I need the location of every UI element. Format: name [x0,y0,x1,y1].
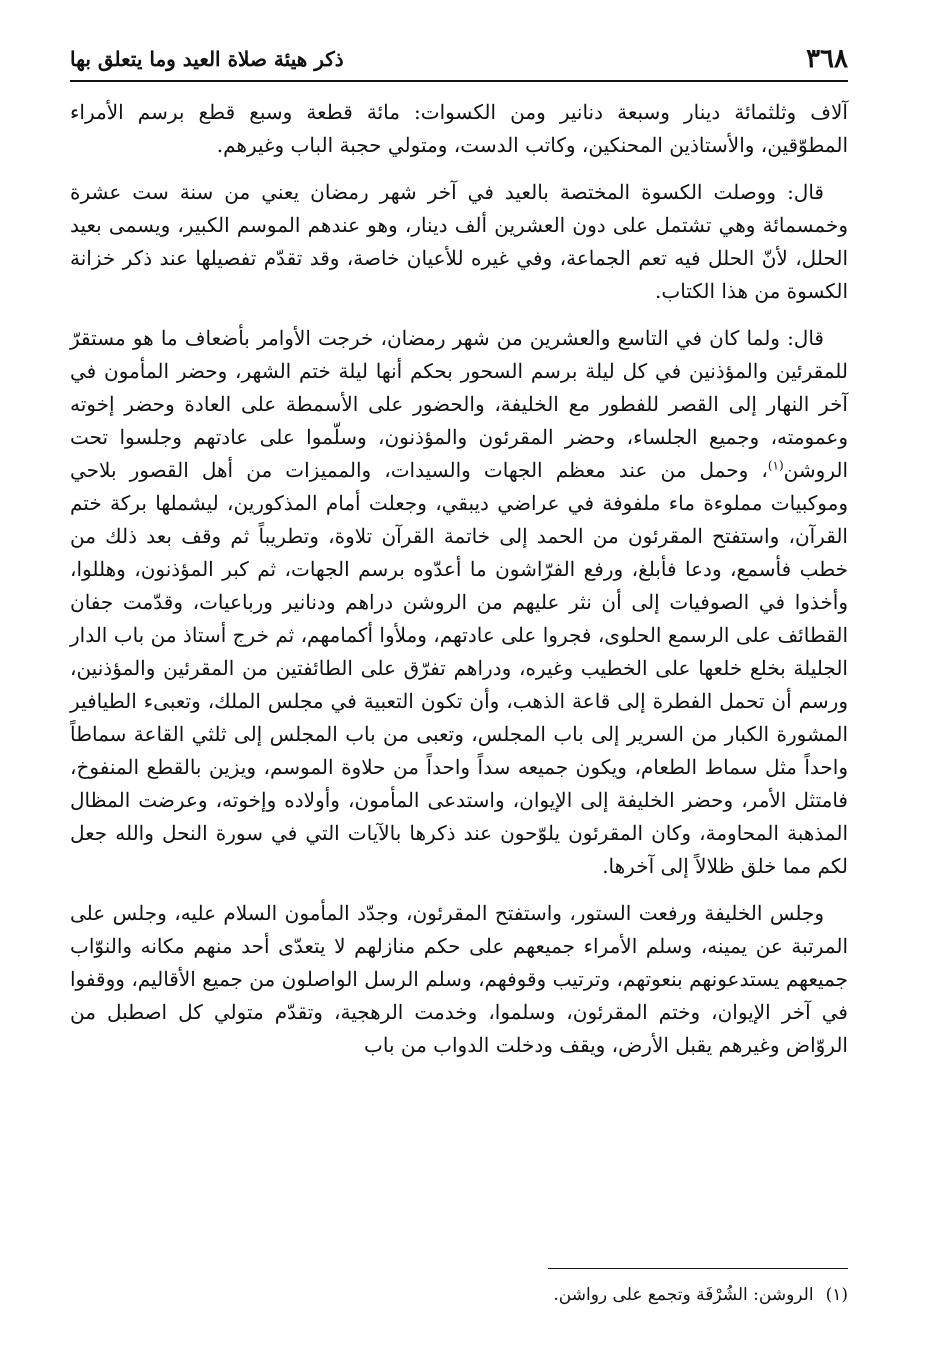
paragraph-part: قال: ولما كان في التاسع والعشرين من شهر رمضان، خرجت الأوامر بأضعاف ما هو مستقرّ للمقرئين والمؤذنين في كل ليلة برسم السحور بحكم أنها ليلة ختم الشهر، وحضر المأمون في آخر النهار إلى القصر للفطور مع الخليفة، والحضور على الأسمطة على العادة وحضر إخوته وعمومته، وجميع الجلساء، وحضر المقرئون والمؤذنون، وسلّموا على عادتهم وجلسوا تحت الروشن [70,326,848,482]
footnote-number: (١) [825,1285,848,1305]
page-header [70,38,848,82]
running-title: ذكر هيئة صلاة العيد وما يتعلق بها [70,47,344,71]
footnote [70,1282,848,1308]
paragraph: آلاف وثلثمائة دينار وسبعة دنانير ومن الكسوات: مائة قطعة وسبع قطع برسم الأمراء المطوّقين، والأستاذين المحنكين، وكاتب الدست، ومتولي حجبة الباب وغيرهم. [70,100,848,157]
paragraph: وجلس الخليفة ورفعت الستور، واستفتح المقرئون، وجدّد المأمون السلام عليه، وجلس على المرتبة عن يمينه، وسلم الأمراء جميعهم على حكم منازلهم لا يتعدّى أحد منهم مكانه والنوّاب جميعهم يستدعونهم بنعوتهم، وترتيب وقوفهم، وسلم الرسل الواصلون من جميع الأقاليم، ووقفوا في آخر الإيوان، وختم المقرئون، وسلموا، وخدمت الرهجية، وتقدّم متولي كل اصطبل من الروّاض وغيرهم يقبل الأرض، ويقف ودخلت الدواب من باب [70,901,848,1057]
footnote-text: الروشن: الشُرْفَة وتجمع على رواشن. [553,1285,814,1305]
footnote-reference: (١) [767,458,784,473]
paragraph-part: ، وحمل من عند معظم الجهات والسيدات، والمميزات من أهل القصور بلاحي وموكبيات مملوءة ماء ملفوفة في عراضي ديبقي، وجعلت أمام المذكورين، ليشملها بركة ختم القرآن، واستفتح المقرئون من الحمد إلى خاتمة القرآن تلاوة، وتطريباً ثم وقف بعد ذلك من خطب فأسمع، ودعا فأبلغ، ورفع الفرّاشون ما أعدّوه برسم الجهات، ثم كبر المؤذنون، وهللوا، وأخذوا في الصوفيات إلى أن نثر عليهم من الروشن دراهم ودنانير ورباعيات، وقدّمت جفان القطائف على الرسمع الحلوى، فجروا على عادتهم، وملأوا أكمامهم، ثم خرج أستاذ من باب الدار الجليلة بخلع خلعها على الخطيب وغيره، ودراهم تفرّق على الطائفتين من المقرئين والمؤذنين، ورسم أن تحمل الفطرة إلى قاعة الذهب، وأن تكون التعبية في مجلس الملك، وتعبىء الطيافير المشورة الكبار من السرير إلى باب المجلس، وتعبى من باب المجلس إلى ثلثي القاعة سماطاً واحداً مثل سماط الطعام، ويكون جميعه سداً واحداً من حلاوة الموسم، ويزين بالقطع المنفوخ، فامتثل الأمر، وحضر الخليفة إلى الإيوان، واستدعى المأمون، وأولاده وإخوته، وعرضت المظال المذهبة المحاومة، وكان المقرئون يلوّحون عند ذكرها بالآيات التي في سورة النحل والله جعل لكم مما خلق ظلالاً إلى آخرها. [70,458,848,878]
main-text [70,96,848,1076]
paragraph [70,322,848,883]
page-number: ٣٦٨ [806,44,848,74]
paragraph: قال: ووصلت الكسوة المختصة بالعيد في آخر شهر رمضان يعني من سنة ست عشرة وخمسمائة وهي تشتمل على دون العشرين ألف دينار، وهو عندهم الموسم الكبير، ويسمى بعيد الحلل، لأنّ الحلل فيه تعم الجماعة، وفي غيره للأعيان خاصة، وقد تقدّم تفصيلها عند ذكر خزانة الكسوة من هذا الكتاب. [70,180,848,303]
footnote-divider [548,1268,848,1269]
